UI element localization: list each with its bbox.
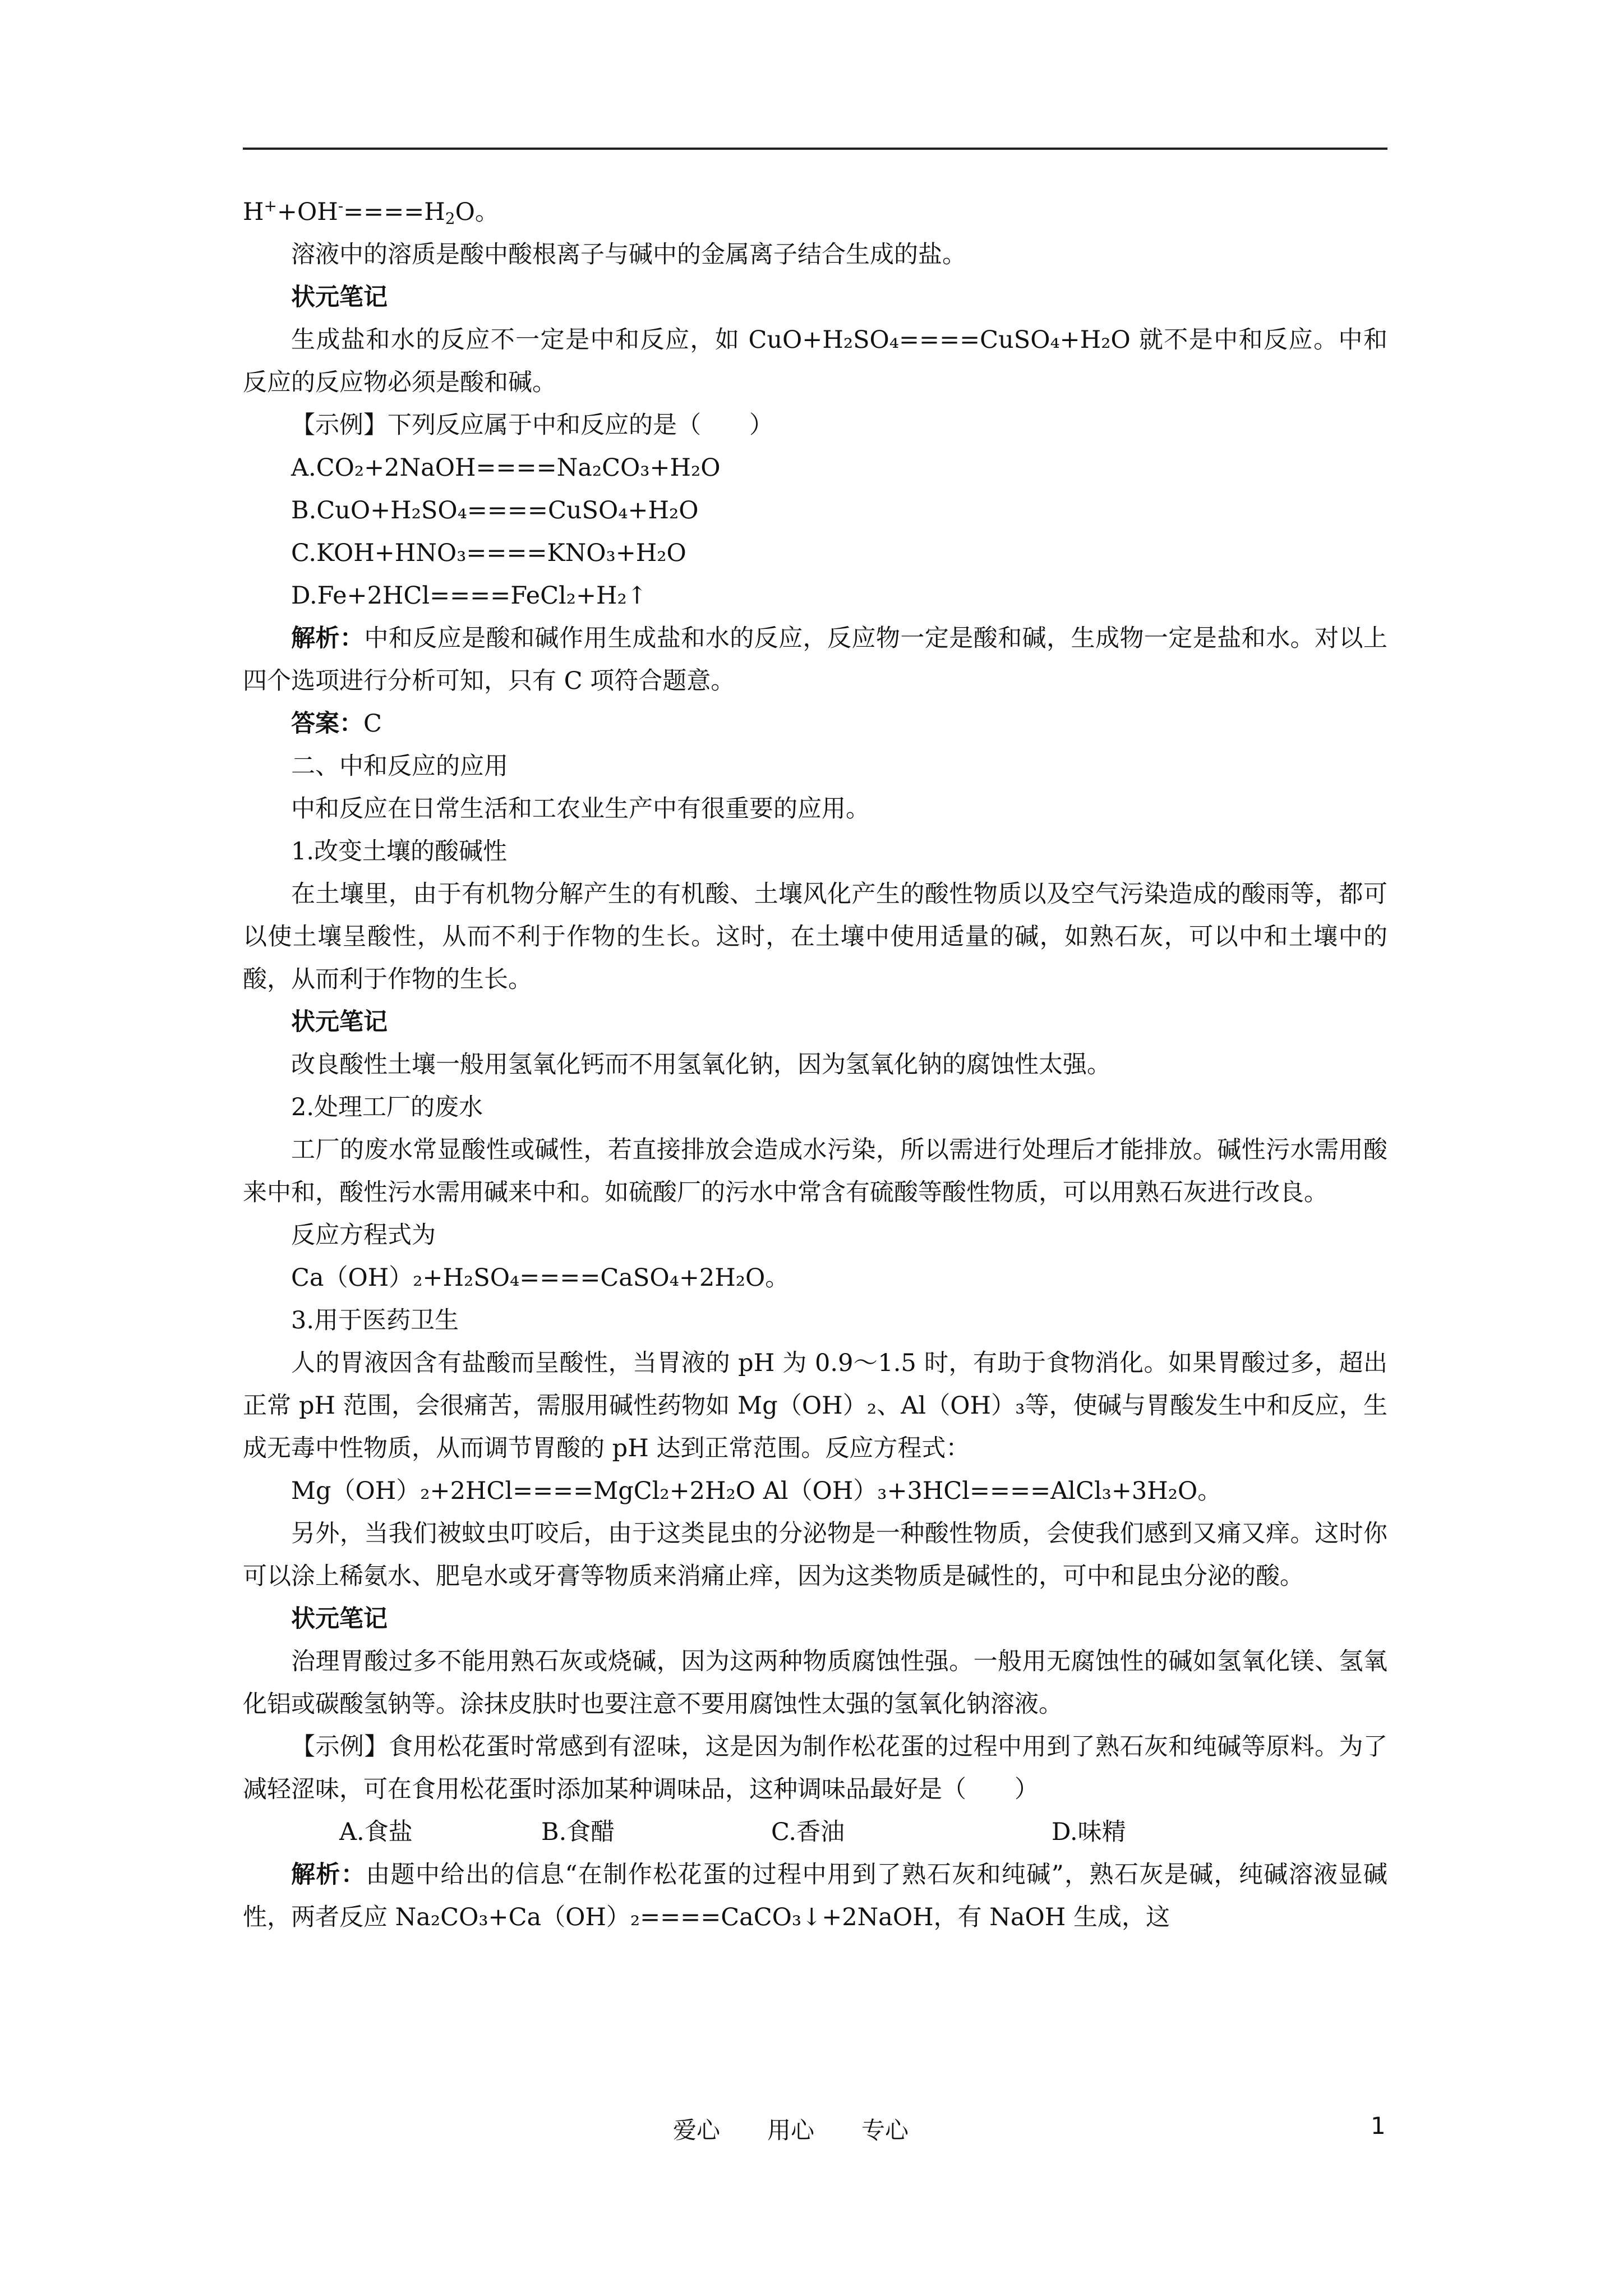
analysis-text: 由题中给出的信息“在制作松花蛋的过程中用到了熟石灰和纯碱”，熟石灰是碱，纯碱溶液显碱性，两者反应 Na₂CO₃+Ca（OH）₂====CaCO₃↓+2NaOH，有 NaOH 生成，这 [243,1861,1388,1931]
analysis-text: 中和反应是酸和碱作用生成盐和水的反应，反应物一定是酸和碱，生成物一定是盐和水。对以上四个选项进行分析可知，只有 C 项符合题意。 [243,624,1388,695]
paragraph: 工厂的废水常显酸性或碱性，若直接排放会造成水污染，所以需进行处理后才能排放。碱性污水需用酸来中和，酸性污水需用碱来中和。如硫酸厂的污水中常含有硫酸等酸性物质，可以用熟石灰进行改良。 [243,1136,1387,1207]
options-row [243,1811,1387,1853]
paragraph: 另外，当我们被蚊虫叮咬后，由于这类昆虫的分泌物是一种酸性物质，会使我们感到又痛又痒。这时你可以涂上稀氨水、肥皂水或牙膏等物质来消痛止痒，因为这类物质是碱性的，可中和昆虫分泌的酸。 [243,1520,1387,1590]
option-d: D.Fe+2HCl====FeCl₂+H₂↑ [291,582,647,610]
option-a: A.CO₂+2NaOH====Na₂CO₃+H₂O [291,454,721,482]
note-heading: 状元笔记 [291,1008,388,1036]
header-rule [243,148,1387,150]
paragraph: 治理胃酸过多不能用熟石灰或烧碱，因为这两种物质腐蚀性强。一般用无腐蚀性的碱如氢氧化镁、氢氧化铝或碳酸氢钠等。涂抹皮肤时也要注意不要用腐蚀性太强的氢氧化钠溶液。 [243,1648,1387,1718]
example-question: 【示例】下列反应属于中和反应的是（ ） [291,411,773,439]
analysis [243,1853,1387,1939]
paragraph: 生成盐和水的反应不一定是中和反应，如 CuO+H₂SO₄====CuSO₄+H₂O 就不是中和反应。中和反应的反应物必须是酸和碱。 [243,326,1387,397]
document-body [243,191,1387,1939]
answer-text: C [363,710,382,738]
analysis-label: 解析： [291,1861,366,1889]
paragraph: 人的胃液因含有盐酸而呈酸性，当胃液的 pH 为 0.9～1.5 时，有助于食物消化。如果胃酸过多，超出正常 pH 范围，会很痛苦，需服用碱性药物如 Mg（OH）₂、Al（OH）₃等，使碱与胃酸发生中和反应，生成无毒中性物质，从而调节胃酸的 pH 达到正常范围。反应方程式： [243,1349,1387,1462]
paragraph: 反应方程式为 [291,1221,436,1249]
option-b: B.食醋 [541,1818,615,1846]
subsection-heading: 2.处理工厂的废水 [291,1093,483,1121]
equation: Ca（OH）₂+H₂SO₄====CaSO₄+2H₂O。 [291,1264,790,1292]
paragraph: 改良酸性土壤一般用氢氧化钙而不用氢氧化钠，因为氢氧化钠的腐蚀性太强。 [291,1051,1111,1079]
example-question: 【示例】食用松花蛋时常感到有涩味，这是因为制作松花蛋的过程中用到了熟石灰和纯碱等原料。为了减轻涩味，可在食用松花蛋时添加某种调味品，这种调味品最好是（ ） [243,1733,1387,1803]
page-number: 1 [1371,2112,1386,2139]
option-a: A.食盐 [339,1818,413,1846]
option-b: B.CuO+H₂SO₄====CuSO₄+H₂O [291,496,699,524]
paragraph: 溶液中的溶质是酸中酸根离子与碱中的金属离子结合生成的盐。 [291,241,966,269]
equation: Mg（OH）₂+2HCl====MgCl₂+2H₂O Al（OH）₃+3HCl====AlCl₃+3H₂O。 [291,1477,1222,1505]
option-c: C.KOH+HNO₃====KNO₃+H₂O [291,539,686,567]
option-c: C.香油 [771,1818,845,1846]
section-heading: 二、中和反应的应用 [291,752,508,780]
subsection-heading: 1.改变土壤的酸碱性 [291,838,508,866]
analysis-label: 解析： [291,624,365,652]
answer [243,702,1387,745]
footer-motto: 爱心 用心 专心 [673,2116,909,2144]
analysis [243,617,1387,702]
note-heading: 状元笔记 [291,283,388,311]
paragraph: 在土壤里，由于有机物分解产生的有机酸、土壤风化产生的酸性物质以及空气污染造成的酸雨等，都可以使土壤呈酸性，从而不利于作物的生长。这时，在土壤中使用适量的碱，如熟石灰，可以中和土壤中的酸，从而利于作物的生长。 [243,880,1387,993]
note-heading: 状元笔记 [291,1605,388,1633]
option-d: D.味精 [1052,1818,1126,1846]
paragraph: 中和反应在日常生活和工农业生产中有很重要的应用。 [291,795,870,823]
equation-ionic: $H^++OH^-====H_2O$。 [243,196,499,228]
subsection-heading: 3.用于医药卫生 [291,1306,459,1335]
answer-label: 答案： [291,710,363,738]
